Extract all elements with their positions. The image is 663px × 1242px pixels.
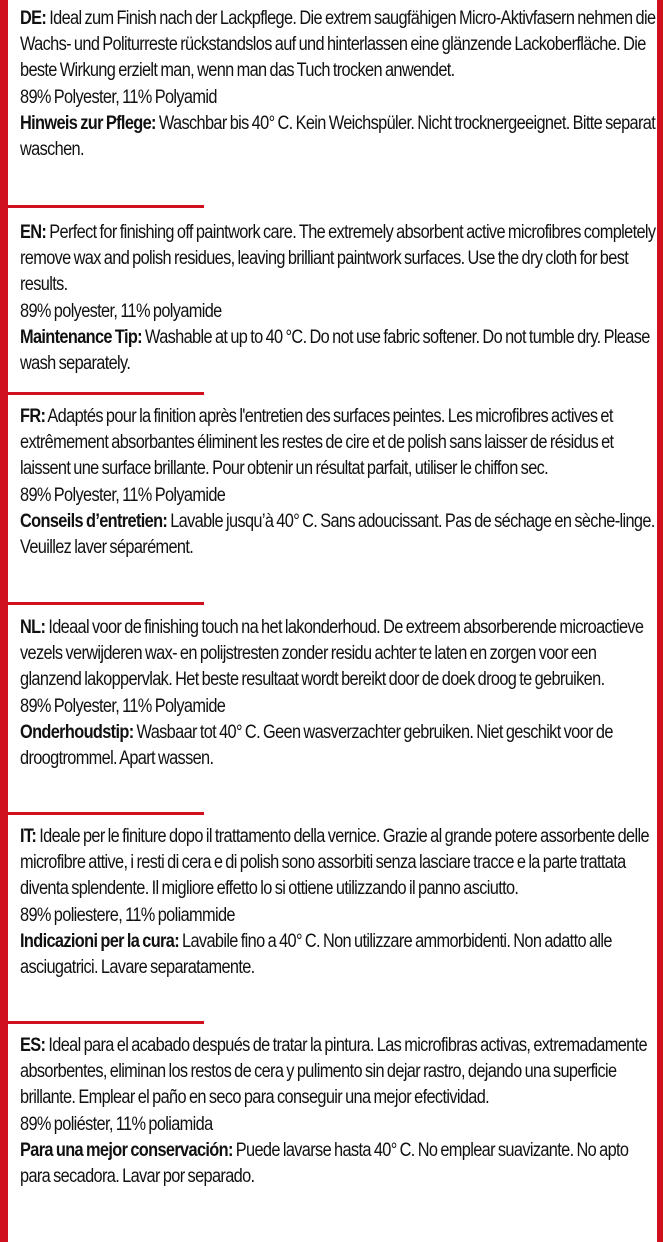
description-text-es: Ideal para el acabado después de tratar la pintura. Las microfibras activas, extremadamente absorbentes, eliminan los restos de cera y pulimento sin dejar rastro, dejando una superficie brillante. Emplear el paño en seco para conseguir una mejor efectividad. — [20, 1035, 647, 1109]
lang-code-it: IT: — [20, 826, 37, 847]
composition-de: 89% Polyester, 11% Polyamid — [20, 86, 217, 108]
composition-fr: 89% Polyester, 11% Polyamide — [20, 484, 226, 506]
care-fr — [20, 509, 656, 561]
care-text-de: Waschbar bis 40° C. Kein Weichspüler. Nicht trocknergeeignet. Bitte separat waschen. — [20, 112, 656, 161]
care-label-es: Para una mejor conservación: — [20, 1139, 233, 1161]
care-text-es: Puede lavarse hasta 40° C. No emplear suavizante. No apto para secadora. Lavar por separado. — [20, 1139, 629, 1188]
composition-nl: 89% Polyester, 11% Polyamide — [20, 695, 226, 717]
description-de — [20, 6, 656, 85]
section-divider — [8, 205, 204, 208]
section-nl — [8, 615, 657, 772]
section-it — [8, 824, 657, 981]
description-text-it: Ideale per le finiture dopo il trattamento della vernice. Grazie al grande potere assorbente delle microfibre attive, i resti di cera e di polish sono assorbiti senza lasciare tracce e la parte trattata diventa splendente. Il migliore effetto lo si ottiene utilizzando il panno asciutto. — [20, 826, 649, 900]
care-label-de: Hinweis zur Pflege: — [20, 112, 156, 134]
description-nl — [20, 615, 656, 694]
section-de — [8, 6, 657, 163]
care-text-en: Washable at up to 40 °C. Do not use fabric softener. Do not tumble dry. Please wash separately. — [20, 326, 650, 375]
section-divider — [8, 392, 204, 395]
description-it — [20, 824, 656, 903]
lang-code-de: DE: — [20, 8, 47, 29]
section-divider — [8, 602, 204, 605]
care-de — [20, 111, 656, 163]
care-instructions — [8, 0, 657, 1242]
section-fr — [8, 404, 657, 561]
composition-es: 89% poliéster, 11% poliamida — [20, 1113, 213, 1135]
description-fr — [20, 404, 656, 483]
right-accent-bar — [657, 0, 663, 1242]
section-divider — [8, 1021, 204, 1024]
section-divider — [8, 812, 204, 815]
section-es — [8, 1033, 657, 1190]
description-es — [20, 1033, 656, 1112]
care-en — [20, 325, 656, 377]
description-text-de: Ideal zum Finish nach der Lackpflege. Die extrem saugfähigen Micro-Aktivfasern nehmen die Wachs- und Politurreste rückstandslos auf und hinterlassen eine glänzende Lackoberfläche. Die beste Wirkung erzielt man, wenn man das Tuch trocken anwendet. — [20, 8, 656, 82]
care-text-nl: Wasbaar tot 40° C. Geen wasverzachter gebruiken. Niet geschikt voor de droogtrommel. Apart wassen. — [20, 721, 613, 770]
description-text-nl: Ideaal voor de finishing touch na het lakonderhoud. De extreem absorberende microactieve vezels verwijderen wax- en polijstresten zonder residu achter te laten en zorgen voor een glanzend lakoppervlak. Het beste resultaat wordt bereikt door de doek droog te gebruiken. — [20, 617, 644, 691]
left-accent-bar — [0, 0, 8, 1242]
care-nl — [20, 720, 656, 772]
lang-code-es: ES: — [20, 1035, 46, 1056]
section-en — [8, 220, 657, 377]
description-en — [20, 220, 656, 299]
care-label-en: Maintenance Tip: — [20, 326, 142, 348]
composition-it: 89% poliestere, 11% poliammide — [20, 904, 235, 926]
lang-code-en: EN: — [20, 222, 47, 243]
care-label-nl: Onderhoudstip: — [20, 721, 134, 743]
description-text-en: Perfect for finishing off paintwork care. The extremely absorbent active microfibres completely remove wax and polish residues, leaving brilliant paintwork surfaces. Use the dry cloth for best results. — [20, 222, 656, 296]
care-text-fr: Lavable jusqu’à 40° C. Sans adoucissant. Pas de séchage en sèche-linge. Veuillez laver séparément. — [20, 510, 655, 559]
care-label-fr: Conseils d’entretien: — [20, 510, 168, 532]
care-it — [20, 929, 656, 981]
lang-code-nl: NL: — [20, 617, 46, 638]
lang-code-fr: FR: — [20, 406, 46, 427]
composition-en: 89% polyester, 11% polyamide — [20, 300, 222, 322]
description-text-fr: Adaptés pour la finition après l'entretien des surfaces peintes. Les microfibres actives et extrêmement absorbantes éliminent les restes de cire et de polish sans laisser de résidus et laissent une surface brillante. Pour obtenir un résultat parfait, utiliser le chiffon sec. — [20, 406, 614, 480]
care-text-it: Lavabile fino a 40° C. Non utilizzare ammorbidenti. Non adatto alle asciugatrici. Lavare separatamente. — [20, 930, 612, 979]
care-label-it: Indicazioni per la cura: — [20, 930, 180, 952]
care-es — [20, 1138, 656, 1190]
